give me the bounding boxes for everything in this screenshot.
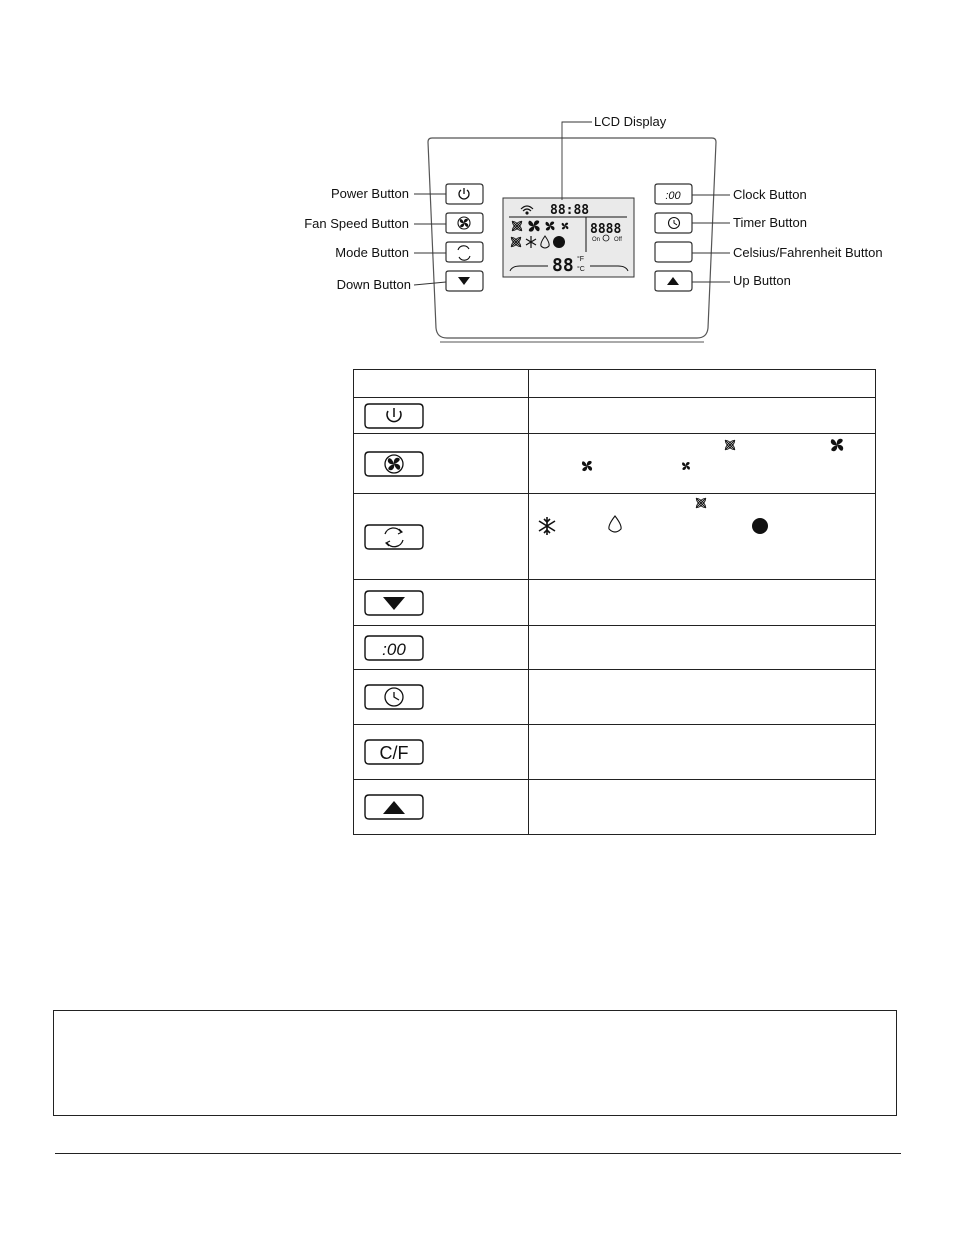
clock-face-text: :00 — [382, 639, 406, 659]
fan-speed-icon — [362, 450, 426, 478]
lcd-unit-c: °C — [577, 266, 585, 273]
note-box — [53, 1010, 897, 1116]
medium-fan-icon — [582, 461, 592, 471]
table-header-cell — [354, 370, 529, 398]
lcd-timer: 8888 — [590, 222, 622, 237]
table-row — [354, 725, 876, 780]
mode-icon — [362, 523, 426, 551]
power-button-label: Power Button — [330, 186, 409, 201]
clock-button-label: Clock Button — [733, 187, 807, 202]
auto-mode-icon — [695, 497, 706, 508]
fan-speed-button[interactable] — [446, 213, 483, 233]
footer-rule — [55, 1153, 901, 1154]
cf-face-text: C/F — [379, 743, 409, 763]
lcd-clock: 88:88 — [550, 203, 590, 218]
mode-symbols — [529, 494, 869, 578]
table-row — [354, 670, 876, 725]
timer-icon — [362, 683, 426, 711]
clock-button[interactable] — [655, 184, 692, 204]
down-button-label: Down Button — [336, 277, 411, 292]
auto-fan-icon — [724, 439, 735, 450]
cf-button[interactable] — [655, 242, 692, 262]
fan-mode-icon — [752, 518, 768, 534]
mode-button-label: Mode Button — [335, 245, 409, 260]
table-header-cell — [529, 370, 876, 398]
lcd-temperature: 88 — [552, 255, 574, 276]
up-button-label: Up Button — [733, 273, 791, 288]
down-arrow-icon — [362, 589, 426, 617]
lcd-unit-f: °F — [577, 256, 585, 263]
control-panel-diagram — [0, 0, 954, 360]
dry-icon — [609, 516, 621, 532]
lcd-timer-off: Off — [614, 237, 622, 243]
up-button[interactable] — [655, 271, 692, 291]
lcd-timer-on: On — [592, 237, 601, 243]
cf-button-label: Celsius/Fahrenheit Button — [733, 245, 883, 260]
timer-button[interactable] — [655, 213, 692, 233]
clock-icon — [362, 634, 426, 662]
table-row — [354, 580, 876, 626]
table-row — [354, 494, 876, 580]
button-function-table — [353, 369, 876, 835]
up-arrow-icon — [362, 793, 426, 821]
down-button[interactable] — [446, 271, 483, 291]
fan-speed-symbols — [529, 434, 869, 492]
lcd-display-label: LCD Display — [594, 114, 667, 129]
low-fan-icon — [682, 462, 690, 470]
fan-speed-button-label: Fan Speed Button — [304, 216, 409, 231]
timer-button-label: Timer Button — [733, 215, 807, 230]
cool-icon — [539, 517, 555, 535]
clock-face-text: :00 — [665, 190, 681, 202]
high-fan-icon — [831, 439, 843, 451]
table-row — [354, 780, 876, 835]
power-icon — [362, 402, 426, 430]
table-row — [354, 434, 876, 494]
cf-icon — [362, 738, 426, 766]
mode-button[interactable] — [446, 242, 483, 262]
power-button[interactable] — [446, 184, 483, 204]
table-row — [354, 626, 876, 670]
table-header-row — [354, 370, 876, 398]
table-row — [354, 398, 876, 434]
